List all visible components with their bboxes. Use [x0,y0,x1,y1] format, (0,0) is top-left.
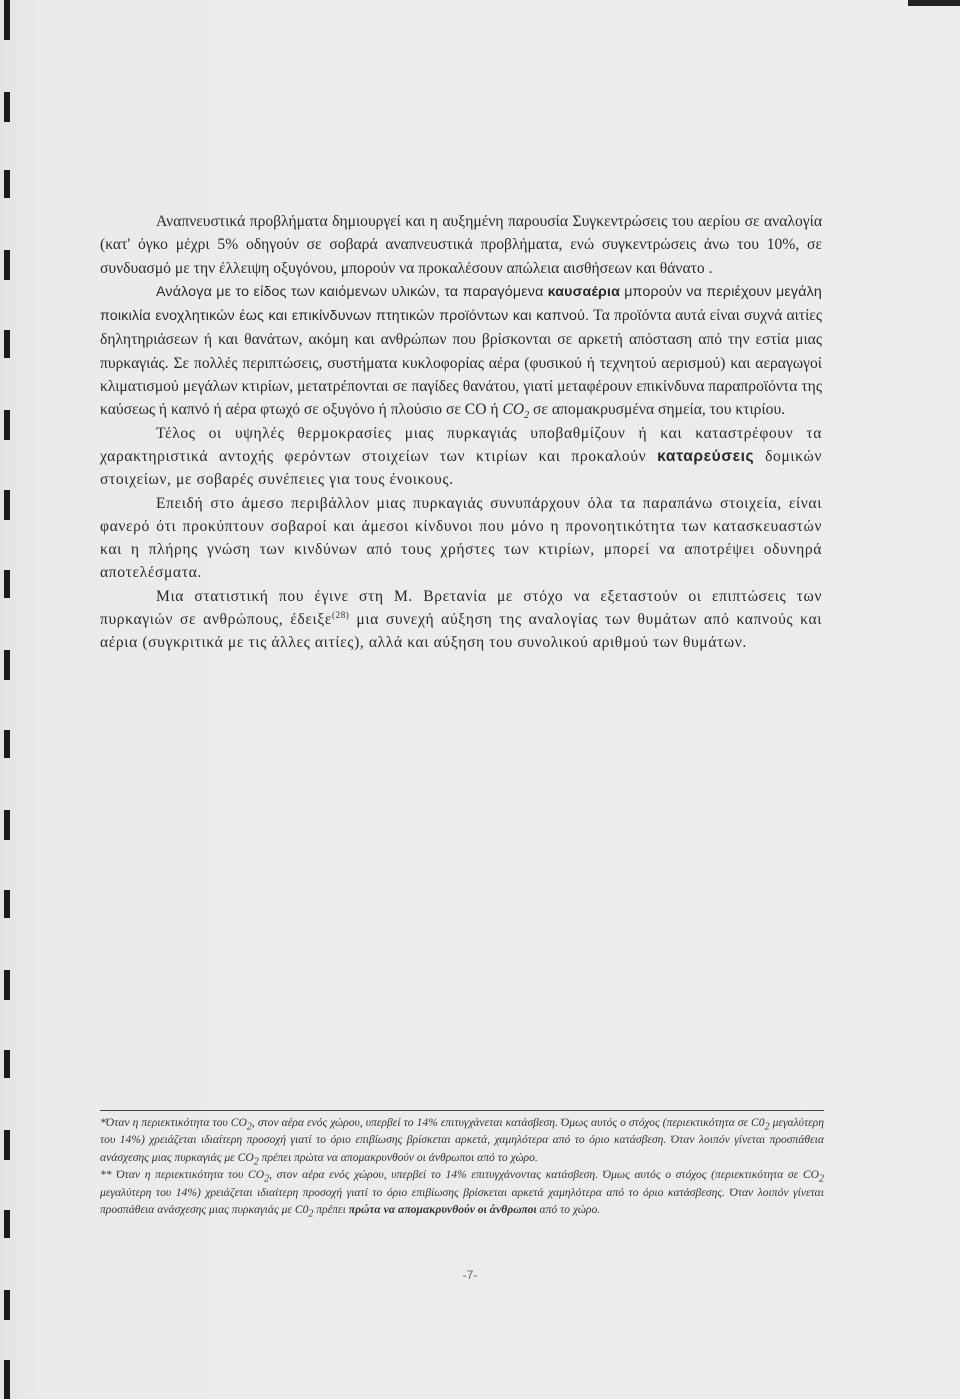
bold-term: καυσαέρια [547,283,621,300]
binding-holes [0,0,18,1399]
paragraph-text: μπορούν να περιέχουν μεγάλη ποικιλία ενοχλητικών έως και επικίνδυνων πτητικών προϊόντων και καπνού. [100,283,822,325]
reference-marker: (28) [332,609,350,620]
footnote-2: ** Όταν η περιεκτικότητα του $CO_2$, στον αέρα ενός χώρου, υπερβεί το 14% επιτυγχάνοντας κατάσβεση. Όμως αυτός ο στόχος (περιεκτικότητα σε $CO_2$ μεγαλύτερη του 14%) χρειάζεται ιδιαίτερη προσοχή γιατί το όριο επιβίωσης βρίσκεται αρκετά χαμηλότερα από το όριο κατάσβεσης. Όταν λοιπόν γίνεται προσπάθεια ανάσχεσης μιας πυρκαγιάς με $C0_2$ πρέπει πρώτα να απομακρυνθούν οι άνθρωποι από το χώρο. [100,1168,824,1220]
footnote-1: *Όταν η περιεκτικότητα του $CO_2$, στον αέρα ενός χώρου, υπερβεί το 14% επιτυγχάνεται κατάσβεση. Όμως αυτός ο στόχος (περιεκτικότητα σε $C0_2$ μεγαλύτερη του 14%) χρειάζεται ιδιαίτερη προσοχή γιατί το όριο επιβίωσης βρίσκεται αρκετά, χαμηλότερα από το όριο κατάσβεση. Όταν λοιπόν γίνεται προσπάθεια ανάσχεσης μιας πυρκαγιάς με $CO_2$ πρέπει πρώτα να απομακρυνθούν οι άνθρωποι από το χώρο. [100,1116,824,1168]
paragraph-respiratory [100,210,822,280]
footnotes [100,1110,824,1218]
paragraph-combustion-products [100,280,822,422]
paragraph-text: Ανάλογα με το είδος των καιόμενων υλικών, τα παραγόμενα [156,283,544,300]
paragraph-text: μια συνεχή αύξηση της αναλογίας των θυμάτων από καπνούς και αέρια (συγκριτικά με τις άλλες αιτίες), αλλά και αύξηση του συνολικού αριθμού των θυμάτων. [100,611,823,652]
paragraph-statistics [100,585,822,655]
body-text [100,210,822,655]
paragraph-text: δομικών στοιχείων, με σοβαρές συνέπειες για τους ένοικους. [100,447,823,489]
paragraph-text: σε απομακρυσμένα σημεία, του κτιρίου. [533,401,786,419]
paragraph-structural-collapse [100,422,822,492]
paragraph-text: Μια στατιστική που έγινε στη Μ. Βρετανία με στόχο να εξεταστούν οι επιπτώσεις των πυρκαγιών σε ανθρώπους, έδειξε [100,587,822,629]
paragraph-text: Επειδή στο άμεσο περιβάλλον μιας πυρκαγιάς συνυπάρχουν όλα τα παραπάνω στοιχεία, είναι φανερό ότι προκύπτουν σοβαροί και άμεσοι κίνδυνοι που μόνο η προνοητικότητα των κατασκευαστών και η πλήρης γνώση των κινδύνων από τους χρήστες των κτιρίων, μπορεί να αποτρέψει οδυνηρά αποτελέσματα. [100,494,822,582]
paragraph-text: Τέλος οι υψηλές θερμοκρασίες μιας πυρκαγιάς υποβαθμίζουν ή και καταστρέφουν τα χαρακτηριστικά αντοχής φερόντων στοιχείων των κτιρίων και προκαλούν [100,424,822,465]
bold-term: καταρεύσεις [657,447,755,465]
paragraph-text: Αναπνευστικά προβλήματα δημιουργεί και η αυξημένη παρουσία Συγκεντρώσεις του αερίου σε αναλογία (κατ' όγκο μέχρι 5% οδηγούν σε σοβαρά αναπνευστικά προβλήματα, ενώ συγκεντρώσεις άνω του 10%, σε συνδυασμό με την έλλειψη οξυγόνου, μπορούν να προκαλέσουν απώλεια αισθήσεων και θάνατο . [100,213,822,277]
paragraph-text: Σε πολλές περιπτώσεις, συστήματα κυκλοφορίας αέρα (φυσικού ή τεχνητού αερισμού) και αεραγωγοί κλιματισμού μεγάλων κτιρίων, μετατρέπονται σε παγίδες θανάτου, γιατί μεταφέρουν επικίνδυνα παραπροϊόντα της καύσεως ή καπνό ή αέρα φτωχό σε οξυγόνο ή πλούσιο σε CO ή [100,354,822,419]
paragraph-text: Τα προϊόντα αυτά είναι συχνά αιτίες δηλητηριάσεων ή και θανάτων, ακόμη και ανθρώπων που βρίσκονται σε αρκετή απόσταση από την εστία μιας πυρκαγιάς. [100,307,822,372]
paragraph-prevention [100,492,822,585]
chemical-formula: $CO_2$ [502,401,530,422]
scan-edge-mark [908,0,960,6]
page-number: -7- [462,1268,478,1282]
